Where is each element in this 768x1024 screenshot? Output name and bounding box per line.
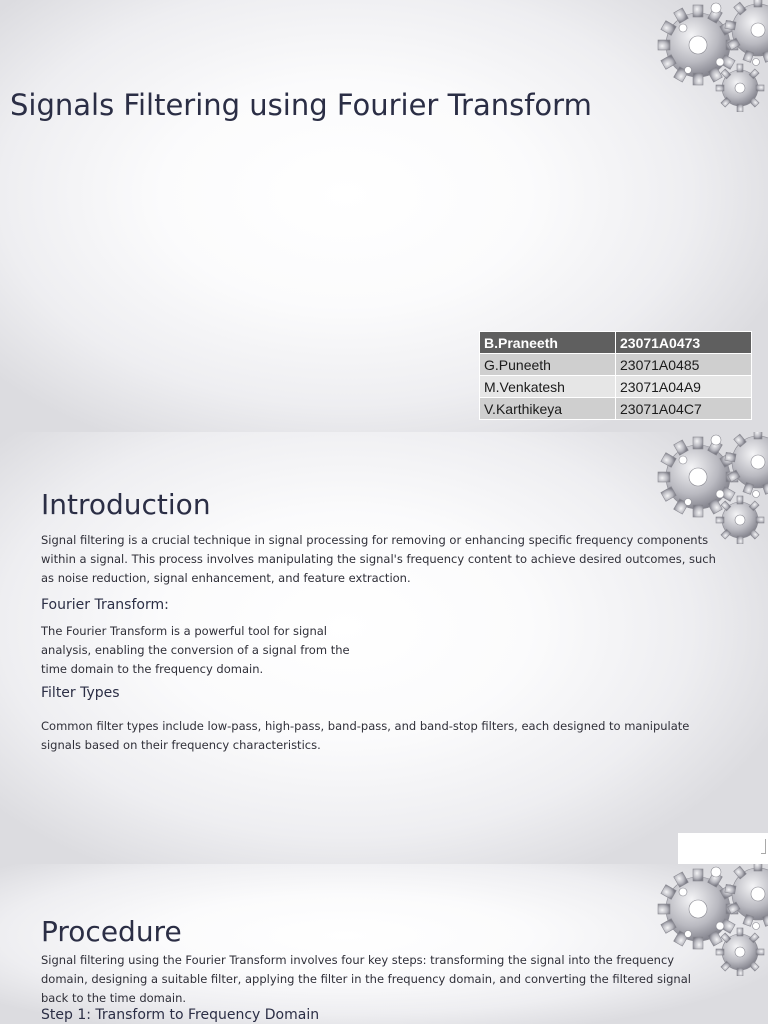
fourier-transform-paragraph: The Fourier Transform is a powerful tool for signal analysis, enabling the conversion of a signal from the time domain to the frequency domain. bbox=[41, 624, 350, 676]
table-row bbox=[480, 354, 752, 376]
member-name: V.Karthikeya bbox=[480, 398, 616, 420]
introduction-heading: Introduction bbox=[41, 488, 211, 521]
bracket-mark bbox=[761, 839, 766, 854]
text-placeholder-box bbox=[678, 833, 768, 864]
step-1-heading: Step 1: Transform to Frequency Domain bbox=[41, 1007, 320, 1023]
table-row bbox=[480, 398, 752, 420]
team-members-table bbox=[479, 331, 752, 420]
member-name: B.Praneeth bbox=[480, 332, 616, 354]
gears-icon bbox=[628, 0, 768, 112]
procedure-paragraph: Signal filtering using the Fourier Transform involves four key steps: transforming the signal into the frequency domain, designing a suitable filter, applying the filter in the frequency domain, and converting the filtered signal back to the time domain. bbox=[41, 953, 691, 1005]
table-row bbox=[480, 376, 752, 398]
member-roll-number: 23071A04C7 bbox=[616, 398, 752, 420]
fourier-transform-heading: Fourier Transform: bbox=[41, 597, 169, 613]
introduction-slide bbox=[0, 432, 768, 864]
procedure-slide bbox=[0, 864, 768, 1024]
procedure-heading: Procedure bbox=[41, 915, 182, 948]
gears-icon bbox=[628, 432, 768, 544]
title-slide bbox=[0, 0, 768, 432]
filter-types-paragraph: Common filter types include low-pass, high-pass, band-pass, and band-stop filters, each designed to manipulate signals based on their frequency characteristics. bbox=[41, 719, 690, 752]
member-name: G.Puneeth bbox=[480, 354, 616, 376]
member-name: M.Venkatesh bbox=[480, 376, 616, 398]
member-roll-number: 23071A0485 bbox=[616, 354, 752, 376]
member-roll-number: 23071A0473 bbox=[616, 332, 752, 354]
member-roll-number: 23071A04A9 bbox=[616, 376, 752, 398]
table-row bbox=[480, 332, 752, 354]
presentation-title: Signals Filtering using Fourier Transform bbox=[10, 88, 592, 122]
introduction-paragraph: Signal filtering is a crucial technique in signal processing for removing or enhancing specific frequency components within a signal. This process involves manipulating the signal's frequency content to achieve desired outcomes, such as noise reduction, signal enhancement, and feature extraction. bbox=[41, 533, 716, 585]
filter-types-heading: Filter Types bbox=[41, 685, 120, 701]
